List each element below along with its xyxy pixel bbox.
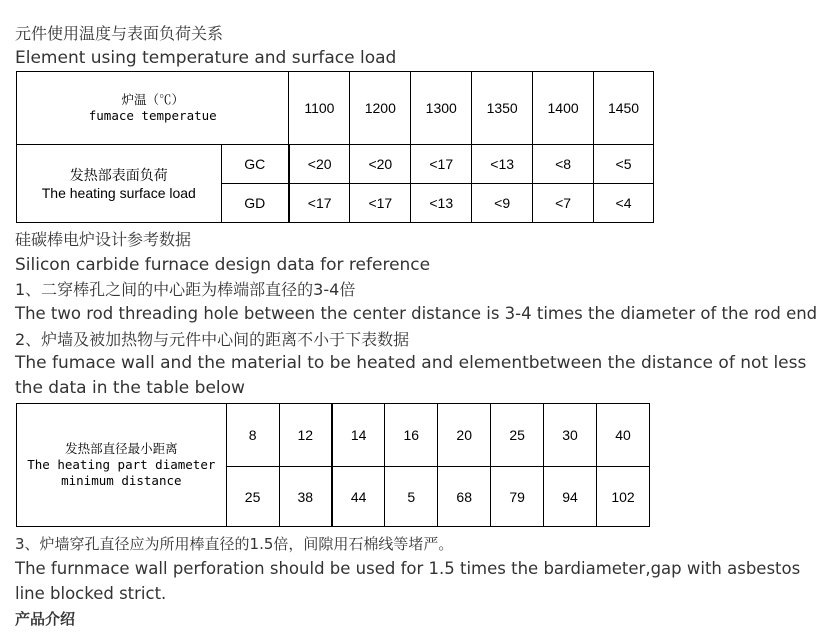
heading-cn: 元件使用温度与表面负荷关系 (15, 24, 224, 43)
temp-cell: 1400 (533, 72, 594, 145)
element-type-gc: GC (221, 145, 289, 184)
furnace-temp-label-en: fumace temperatue (88, 108, 217, 123)
distance-cell: 44 (332, 467, 385, 527)
distance-cell: 38 (279, 467, 332, 527)
diameter-cell: 16 (385, 404, 438, 467)
load-cell: <9 (472, 184, 533, 223)
temp-cell: 1200 (350, 72, 411, 145)
load-cell: <8 (533, 145, 594, 184)
surface-load-label-en: The heating surface load (41, 184, 196, 201)
product-intro-heading: 产品介绍 (15, 610, 76, 628)
min-distance-label-en-2: minimum distance (61, 473, 182, 488)
load-cell: <13 (472, 145, 533, 184)
diameter-cell: 8 (226, 404, 279, 467)
load-cell: <20 (289, 145, 350, 184)
diameter-cell: 40 (596, 404, 649, 467)
distance-cell: 102 (596, 467, 649, 527)
load-cell: <13 (411, 184, 472, 223)
diameter-cell: 25 (491, 404, 544, 467)
furnace-temp-label-cn: 炉温（℃） (121, 92, 184, 107)
min-distance-table (16, 403, 650, 527)
furnace-temp-header (17, 72, 289, 145)
distance-cell: 5 (385, 467, 438, 527)
distance-cell: 68 (438, 467, 491, 527)
diameter-cell: 14 (332, 404, 385, 467)
table-row (17, 404, 650, 467)
load-cell: <17 (411, 145, 472, 184)
distance-cell: 79 (491, 467, 544, 527)
item-2-en: The fumace wall and the material to be heated and elementbetween the distance of not less the data in the table below (15, 353, 807, 398)
design-heading-cn: 硅碳棒电炉设计参考数据 (15, 230, 192, 249)
item-3-cn: 3、炉墙穿孔直径应为所用棒直径的1.5倍，间隙用石棉线等堵严。 (15, 535, 454, 553)
diameter-cell: 12 (279, 404, 332, 467)
item-1-en: The two rod threading hole between the center distance is 3-4 times the diameter of the rod end (15, 304, 818, 323)
load-cell: <5 (594, 145, 654, 184)
load-cell: <17 (289, 184, 350, 223)
distance-cell: 94 (544, 467, 597, 527)
table-row (17, 72, 654, 145)
temp-cell: 1450 (594, 72, 654, 145)
load-cell: <7 (533, 184, 594, 223)
item-2-cn: 2、炉墙及被加热物与元件中心间的距离不小于下表数据 (15, 330, 410, 349)
item-3-en: The furnmace wall perforation should be used for 1.5 times the bardiameter,gap with asbestos line blocked strict. (15, 559, 801, 603)
surface-load-label-cn: 发热部表面负荷 (69, 166, 168, 183)
min-distance-label-cn: 发热部直径最小距离 (65, 441, 178, 456)
min-distance-label-en-1: The heating part diameter (27, 457, 216, 472)
table-row (17, 145, 654, 184)
heading-en: Element using temperature and surface load (15, 48, 397, 68)
load-cell: <17 (350, 184, 411, 223)
surface-load-header (17, 145, 222, 223)
diameter-cell: 20 (438, 404, 491, 467)
min-distance-header (17, 404, 227, 527)
temp-cell: 1100 (289, 72, 350, 145)
load-cell: <4 (594, 184, 654, 223)
temperature-load-table (16, 71, 654, 223)
diameter-cell: 30 (544, 404, 597, 467)
element-type-gd: GD (221, 184, 289, 223)
distance-cell: 25 (226, 467, 279, 527)
item-1-cn: 1、二穿棒孔之间的中心距为棒端部直径的3-4倍 (15, 280, 356, 299)
temp-cell: 1350 (472, 72, 533, 145)
design-heading-en: Silicon carbide furnace design data for reference (15, 255, 431, 275)
load-cell: <20 (350, 145, 411, 184)
temp-cell: 1300 (411, 72, 472, 145)
